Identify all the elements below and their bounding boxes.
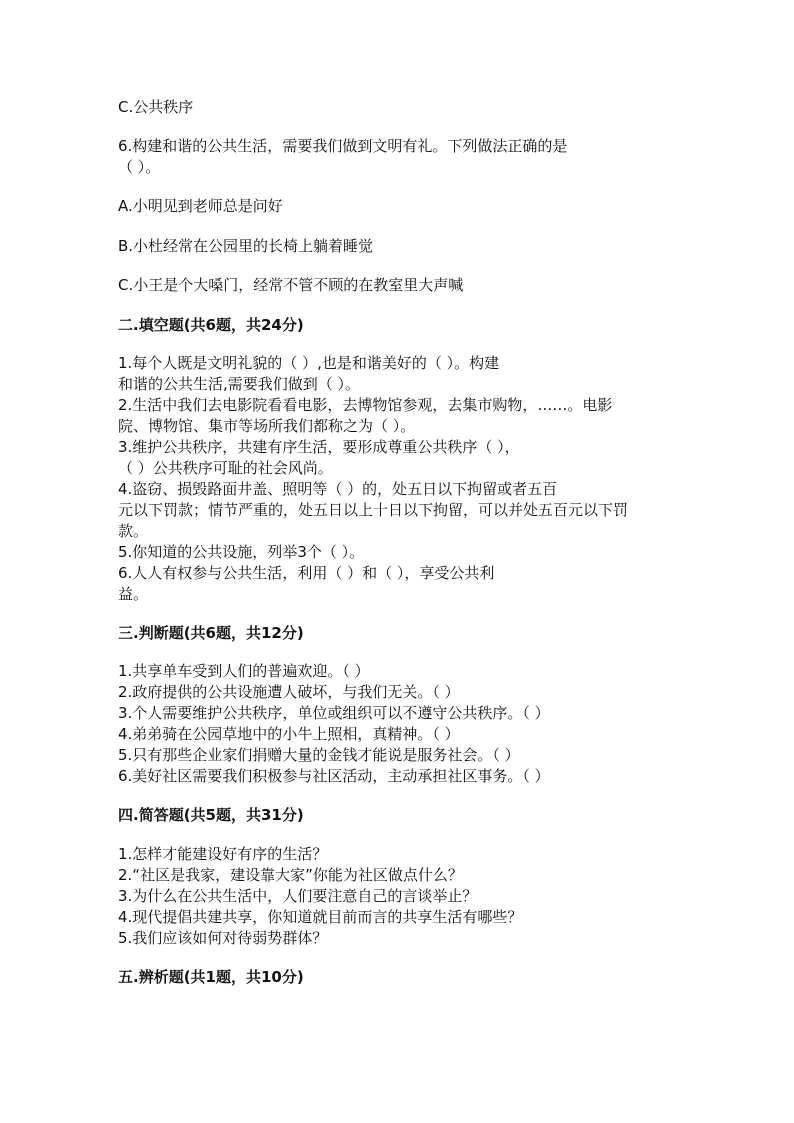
fill-blank-line: 款。	[118, 522, 149, 540]
fill-blank-line: 2.生活中我们去电影院看看电影，去博物馆参观，去集市购物，……。电影	[118, 396, 613, 414]
q6-stem-line-2: （ ）。	[118, 158, 161, 176]
fill-blank-line: 3.维护公共秩序，共建有序生活，要形成尊重公共秩序（ ），	[118, 438, 520, 456]
section-heading-short-answer: 四.简答题(共5题，共31分)	[118, 806, 304, 824]
q6-stem-line-1: 6.构建和谐的公共生活，需要我们做到文明有礼。下列做法正确的是	[118, 137, 568, 155]
fill-blank-line: 和谐的公共生活,需要我们做到（ ）。	[118, 375, 361, 393]
q6-option-b: B.小杜经常在公园里的长椅上躺着睡觉	[118, 237, 374, 255]
fill-blank-line: （ ）公共秩序可耻的社会风尚。	[118, 459, 333, 477]
section-heading-judgment: 三.判断题(共6题，共12分)	[118, 624, 304, 642]
section-heading-analysis: 五.辨析题(共1题，共10分)	[118, 968, 304, 986]
short-answer-item: 2.“社区是我家，建设靠大家”你能为社区做点什么？	[118, 866, 463, 884]
fill-blank-line: 院、博物馆、集市等场所我们都称之为（ ）。	[118, 417, 416, 435]
short-answer-item: 5.我们应该如何对待弱势群体？	[118, 929, 328, 947]
fill-blank-line: 5.你知道的公共设施，列举3个（ ）。	[118, 543, 365, 561]
fill-blank-line: 元以下罚款；情节严重的，处五日以上十日以下拘留，可以并处五百元以下罚	[118, 501, 629, 519]
q6-option-a: A.小明见到老师总是问好	[118, 197, 283, 215]
short-answer-item: 3.为什么在公共生活中，人们要注意自己的言谈举止？	[118, 887, 478, 905]
fill-blank-line: 4.盗窃、损毁路面井盖、照明等（ ）的，处五日以下拘留或者五百	[118, 480, 558, 498]
q5-option-c: C.公共秩序	[118, 98, 194, 116]
judgment-item: 6.美好社区需要我们积极参与社区活动，主动承担社区事务。（ ）	[118, 767, 550, 785]
short-answer-item: 1.怎样才能建设好有序的生活？	[118, 845, 328, 863]
judgment-item: 4.弟弟骑在公园草地中的小牛上照相，真精神。（ ）	[118, 725, 460, 743]
q6-option-c: C.小王是个大嗓门，经常不管不顾的在教室里大声喊	[118, 276, 464, 294]
judgment-item: 2.政府提供的公共设施遭人破坏，与我们无关。（ ）	[118, 683, 460, 701]
short-answer-item: 4.现代提倡共建共享，你知道就目前而言的共享生活有哪些？	[118, 908, 523, 926]
judgment-item: 5.只有那些企业家们捐赠大量的金钱才能说是服务社会。（ ）	[118, 746, 520, 764]
section-heading-fill-blank: 二.填空题(共6题，共24分)	[118, 316, 304, 334]
judgment-item: 3.个人需要维护公共秩序，单位或组织可以不遵守公共秩序。（ ）	[118, 704, 550, 722]
fill-blank-line: 1.每个人既是文明礼貌的（ ）,也是和谐美好的（ ）。构建	[118, 354, 500, 372]
fill-blank-line: 益。	[118, 585, 149, 603]
judgment-item: 1.共享单车受到人们的普遍欢迎。（ ）	[118, 662, 370, 680]
fill-blank-line: 6.人人有权参与公共生活，利用（ ）和（ ），享受公共利	[118, 564, 495, 582]
